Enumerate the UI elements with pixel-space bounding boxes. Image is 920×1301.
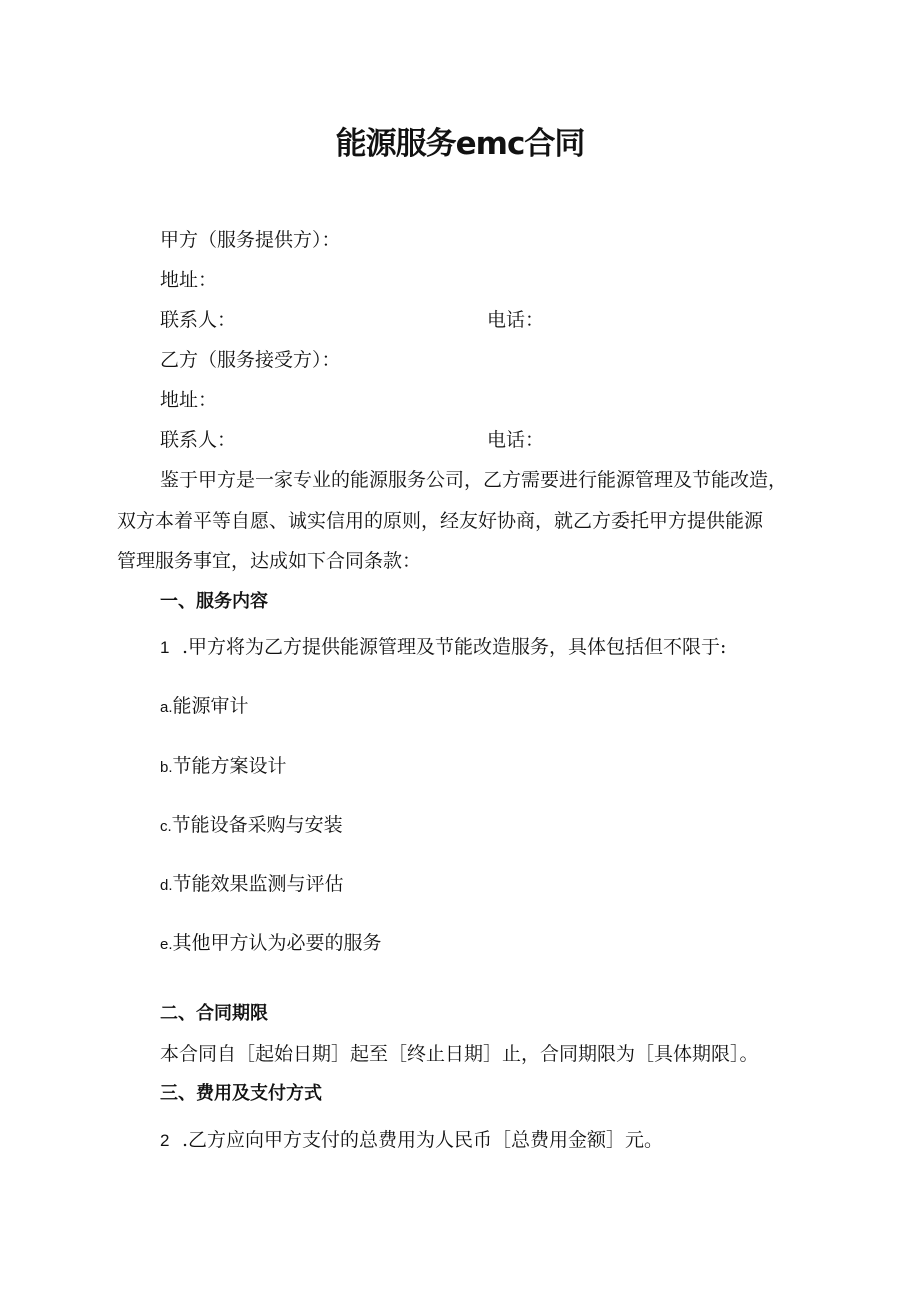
service-item-text: 其他甲方认为必要的服务: [172, 932, 382, 954]
section-1-clause: [160, 634, 726, 661]
section-3-heading: 三、费用及支付方式: [160, 1083, 322, 1104]
service-item-text: 节能效果监测与评估: [172, 873, 344, 895]
party-a-phone-label: 电话：: [487, 309, 545, 331]
clause-text: .乙方应向甲方支付的总费用为人民币［总费用金额］元。: [182, 1129, 664, 1151]
section-2-text: 本合同自［起始日期］起至［终止日期］止，合同期限为［具体期限］。: [160, 1043, 759, 1065]
section-1-heading: 一、服务内容: [160, 591, 268, 612]
party-a-label: 甲方（服务提供方）：: [160, 229, 341, 251]
party-b-label: 乙方（服务接受方）：: [160, 349, 341, 371]
party-a-address-label: 地址：: [160, 269, 218, 291]
service-item-letter: a.: [160, 699, 173, 716]
service-item: [160, 812, 343, 840]
party-a-contact-label: 联系人：: [160, 309, 237, 331]
preamble-line-1: 鉴于甲方是一家专业的能源服务公司，乙方需要进行能源管理及节能改造，: [160, 469, 788, 491]
service-item-letter: c.: [160, 818, 172, 835]
section-2-heading: 二、合同期限: [160, 1003, 268, 1024]
service-item-letter: d.: [160, 877, 173, 894]
service-item: [160, 753, 287, 781]
clause-number: 1: [160, 638, 170, 657]
section-3-clause: [160, 1127, 663, 1154]
service-item-text: 能源审计: [172, 695, 249, 717]
document-title: 能源服务emc合同: [335, 126, 585, 162]
service-item-letter: b.: [160, 759, 173, 776]
service-item: [160, 871, 344, 899]
clause-text: .甲方将为乙方提供能源管理及节能改造服务，具体包括但不限于:: [182, 636, 727, 658]
clause-number: 2: [160, 1131, 170, 1150]
service-item-letter: e.: [160, 936, 173, 953]
party-b-phone-label: 电话：: [487, 429, 545, 451]
service-item: [160, 930, 382, 958]
service-item-text: 节能方案设计: [172, 755, 287, 777]
party-b-address-label: 地址：: [160, 389, 218, 411]
party-b-contact-label: 联系人：: [160, 429, 237, 451]
preamble-line-2: 双方本着平等自愿、诚实信用的原则，经友好协商，就乙方委托甲方提供能源: [117, 510, 764, 532]
preamble-line-3: 管理服务事宜，达成如下合同条款：: [117, 550, 422, 572]
service-item: [160, 693, 249, 721]
service-item-text: 节能设备采购与安装: [171, 814, 343, 836]
party-b-contact-row: [160, 427, 760, 453]
party-a-contact-row: [160, 307, 760, 333]
